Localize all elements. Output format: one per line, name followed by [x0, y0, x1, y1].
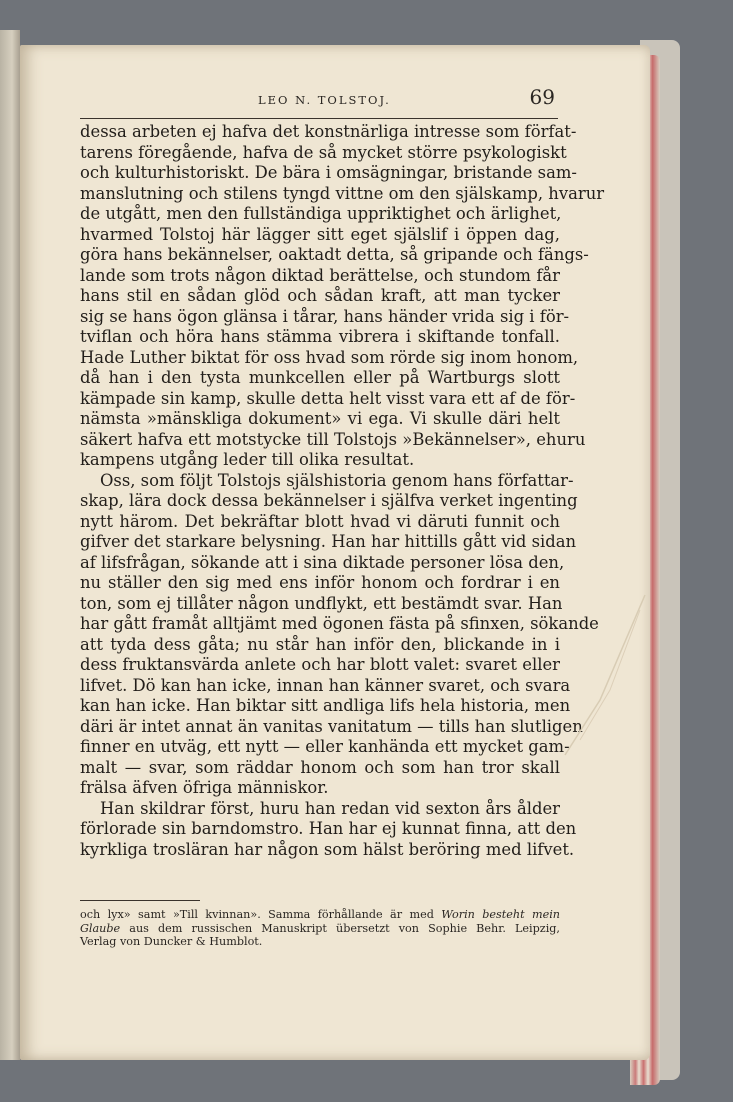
text-line: sig se hans ögon glänsa i tårar, hans händer vrida sig i för-: [80, 306, 570, 326]
text-line: och kulturhistoriskt. De bära i omsägningar, bristande sam-: [80, 163, 577, 182]
text-line: Hade Luther biktat för oss hvad som rörde sig inom honom,: [80, 347, 579, 367]
page-number: 69: [529, 85, 555, 109]
text-line: skap, lära dock dessa bekännelser i själfva verket ingenting: [80, 491, 578, 510]
text-line: kan han icke. Han biktar sitt andliga lifs hela historia, men: [80, 696, 571, 715]
text-line: däri är intet annat än vanitas vanitatum — tills han slutligen: [80, 716, 583, 736]
text-line: kämpade sin kamp, skulle detta helt visst vara ett af de för-: [80, 388, 576, 408]
text-line: nu ställer den sig med ens inför honom och fordrar i en: [80, 573, 560, 592]
text-line: har gått framåt alltjämt med ögonen fästa på sfinxen, sökande: [80, 614, 599, 633]
footnote-line: [80, 922, 560, 936]
text-line: då han i den tysta munkcellen eller på Wartburgs slott: [80, 368, 560, 387]
text-line: nytt härom. Det bekräftar blott hvad vi däruti funnit och: [80, 511, 560, 531]
text-line: tviflan och höra hans stämma vibrera i skiftande tonfall.: [80, 327, 560, 346]
text-line: nämsta »mänskliga dokument» vi ega. Vi skulle däri helt: [80, 409, 560, 428]
text-line: Oss, som följt Tolstojs själshistoria genom hans författar-: [100, 470, 574, 490]
footnote-title: Worin besteht mein: [441, 908, 560, 921]
text-line: finner en utväg, ett nytt — eller kanhända ett mycket gam-: [80, 737, 570, 756]
footnote: [80, 908, 560, 949]
header-rule: [80, 118, 558, 119]
footnote-text: och lyx» samt »Till kvinnan». Samma förhållande är med: [80, 908, 442, 921]
text-line: säkert hafva ett motstycke till Tolstojs »Bekännelser», ehuru: [80, 429, 586, 449]
footnote-line: [80, 908, 560, 922]
page-header: [60, 85, 555, 115]
text-line: manslutning och stilens tyngd vittne om den själskamp, hvarur: [80, 183, 605, 203]
text-line: tarens föregående, hafva de så mycket större psykologiskt: [80, 142, 567, 162]
paper-crease: [560, 590, 650, 760]
text-line: hvarmed Tolstoj här lägger sitt eget själslif i öppen dag,: [80, 224, 560, 244]
text-line: kampens utgång leder till olika resultat.: [80, 450, 415, 469]
text-line: att tyda dess gåta; nu står han inför den, blickande in i: [80, 634, 560, 654]
text-line: malt — svar, som räddar honom och som han tror skall: [80, 757, 560, 777]
body-text: [80, 122, 605, 860]
text-line: lifvet. Dö kan han icke, innan han känner svaret, och svara: [80, 675, 571, 695]
footnote-text: aus dem russischen Manuskript übersetzt von Sophie Behr. Leipzig,: [120, 921, 560, 935]
text-line: de utgått, men den fullständiga uppriktighet och ärlighet,: [80, 204, 562, 223]
text-line: förlorade sin barndomstro. Han har ej kunnat finna, att den: [80, 819, 577, 838]
text-line: gifver det starkare belysning. Han har hittills gått vid sidan: [80, 532, 577, 551]
text-line: frälsa äfven öfriga människor.: [80, 778, 329, 797]
text-line: lande som trots någon diktad berättelse, och stundom får: [80, 265, 560, 285]
text-line: af lifsfrågan, sökande att i sina diktade personer lösa den,: [80, 552, 565, 572]
text-line: kyrkliga trosläran har någon som hälst beröring med lifvet.: [80, 839, 575, 859]
text-line: dess fruktansvärda anlete och har blott valet: svaret eller: [80, 655, 560, 674]
footnote-title: Glaube: [80, 921, 121, 935]
running-head: LEO N. TOLSTOJ.: [258, 93, 391, 107]
text-line: ton, som ej tillåter någon undflykt, ett bestämdt svar. Han: [80, 593, 563, 613]
text-line: dessa arbeten ej hafva det konstnärliga intresse som förfat-: [80, 122, 577, 141]
text-line: göra hans bekännelser, oaktadt detta, så gripande och fängs-: [80, 245, 589, 264]
footnote-line: Verlag von Duncker & Humblot.: [80, 935, 263, 948]
footnote-rule: [80, 900, 200, 901]
text-line: hans stil en sådan glöd och sådan kraft, att man tycker: [80, 286, 560, 305]
text-line: Han skildrar först, huru han redan vid sexton års ålder: [100, 798, 560, 818]
facing-page-edge: [0, 30, 20, 1060]
